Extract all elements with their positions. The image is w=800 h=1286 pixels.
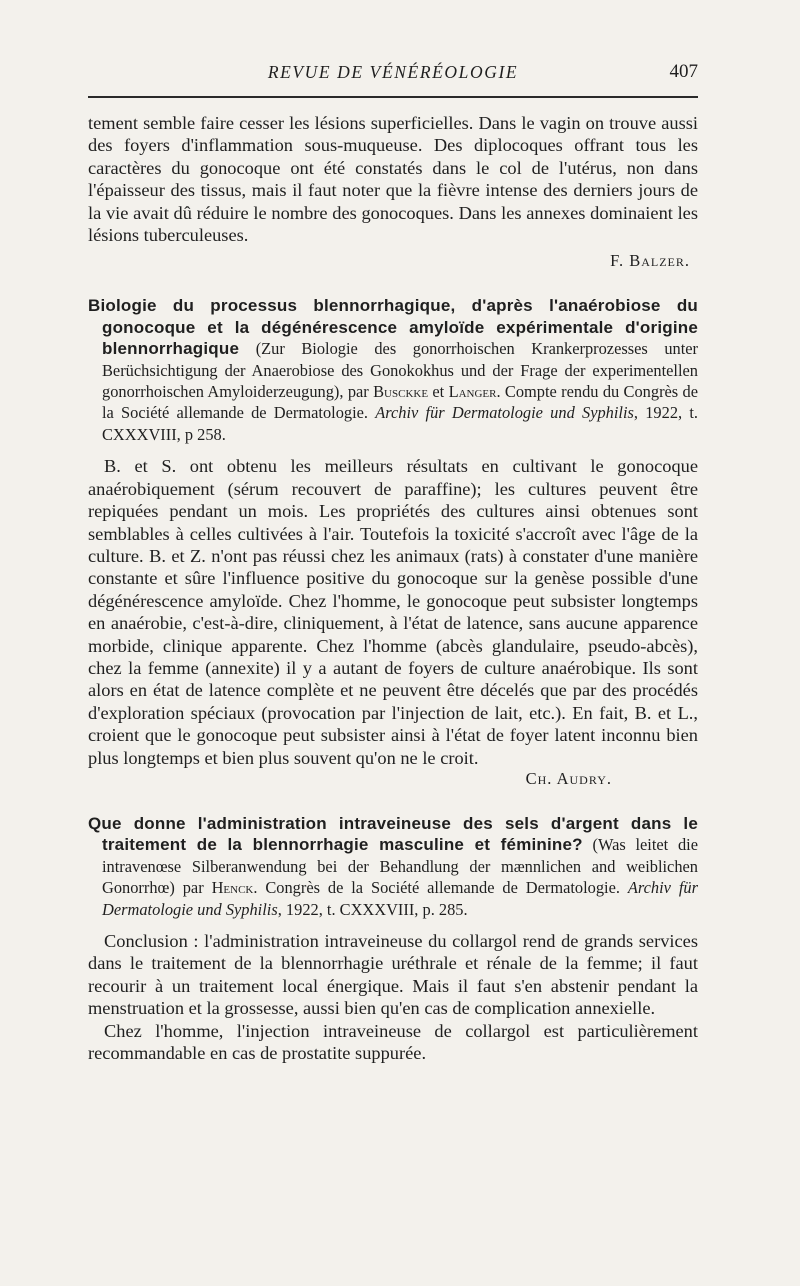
article-3-ref-part3: , 1922, t. CXXXVIII, p. 285. xyxy=(277,899,468,919)
article-2-body xyxy=(88,455,698,789)
page-number: 407 xyxy=(669,61,698,82)
article-3-body xyxy=(88,930,698,1064)
article-3-author: Henck xyxy=(211,878,254,898)
article-3-men-note: Chez l'homme, l'injection intraveineuse de collargol est particulièrement recommandable en cas de prostatite suppurée. xyxy=(88,1020,698,1064)
running-title: REVUE DE VÉNÉRÉOLOGIE xyxy=(267,62,519,82)
article-2-text: B. et S. ont obtenu les meilleurs résultats en cultivant le gonocoque anaérobiquement (sérum recouvert de paraffine); les cultures peuvent être repiquées pendant un mois. Les propriétés des cultures ainsi obtenues sont semblables à celles cultivées à l'air. Toutefois la toxicité s'accroît avec l'âge de la culture. B. et Z. n'ont pas réussi chez les animaux (rats) à constater d'une manière constante et sûre l'influence positive du gonocoque sur la genèse possible d'une dégénérescence amyloïde. Chez l'homme, le gonocoque peut subsister longtemps en anaérobie, c'est-à-dire, cliniquement, à l'état de latence, sans aucune apparence morbide, clinique apparente. Chez l'homme (abcès glandulaire, pseudo-abcès), chez la femme (annexite) il y a autant de foyers de culture anaérobique. Ils sont alors en état de latence complète et ne peuvent être décelés que par des procédés d'exploration spéciaux (provocation par l'injection de lait, etc.). En fait, B. et L., croient que le gonocoque peut subsister ainsi à l'état de foyer latent inconnu bien plus longtemps et bien plus souvent qu'on ne le croit. xyxy=(88,456,698,768)
article-2-ref-and: et xyxy=(432,382,445,402)
header-rule xyxy=(88,96,698,98)
article-3-heading xyxy=(88,813,698,920)
article-2-signature: Ch. Audry. xyxy=(525,768,612,788)
article-3-conclusion: Conclusion : l'administration intraveineuse du collargol rend de grands services dans le traitement de la blennorrhagie uréthrale et rénale de la femme; il faut recourir à un traitement local énergique. Mais il faut s'en abstenir pendant la menstruation et la grossesse, aussi bien qu'en cas de complication annexielle. xyxy=(88,931,698,1019)
article-2-journal: Archiv für Dermatologie und Syphilis xyxy=(375,403,634,423)
article-2-author-1: Busckke xyxy=(373,382,429,402)
article-1-text: tement semble faire cesser les lésions superficielles. Dans le vagin on trouve aussi des foyers d'inflammation sous-muqueuse. Des diplocoques offrant tous les caractères du gonocoque ont été constatés dans le col de l'utérus, non dans l'épaisseur des tissus, mais il faut noter que la fièvre intense des derniers jours de la vie avait dû réduire le nombre des gonocoques. Dans les annexes dominaient les lésions tuberculeuses. xyxy=(88,113,698,246)
article-spacer xyxy=(88,789,698,813)
article-2-ref-part1: (Zur Biologie des gonorrhoischen Krankerprozesses unter Berüchsichtigung der Anaerobiose des Gonokokhus und der Frage der experimentellen gonorrhoischen Amyloiderzeugung), par xyxy=(102,339,698,402)
article-3-ref-part1: (Was leitet die intravenœse Silberanwendung bei der Behandlung der mænnlichen and weiblichen Gonorrhœ) par xyxy=(102,835,698,898)
running-head xyxy=(88,58,698,88)
article-2-heading xyxy=(88,295,698,445)
article-2-ref-part2: . Compte rendu du Congrès de la Société allemande de Dermatologie. xyxy=(102,382,698,423)
article-2-author-2: Langer xyxy=(448,382,497,402)
journal-page xyxy=(88,58,698,1064)
article-2-title: Biologie du processus blennorrhagique, d'après l'anaérobiose du gonocoque et la dégénérescence amyloïde expérimentale d'origine blennorrhagique xyxy=(88,296,698,359)
article-3-ref-part2: . Congrès de la Société allemande de Dermatologie. xyxy=(253,878,620,898)
article-3-journal: Archiv für Dermatologie und Syphilis xyxy=(102,878,698,919)
article-spacer xyxy=(88,271,698,295)
article-3-title: Que donne l'administration intraveineuse des sels d'argent dans le traitement de la blennorrhagie masculine et féminine? xyxy=(88,813,698,855)
article-2-ref-part3: , 1922, t. CXXXVIII, p 258. xyxy=(102,403,698,444)
article-1-signature: F. Balzer. xyxy=(610,251,690,271)
